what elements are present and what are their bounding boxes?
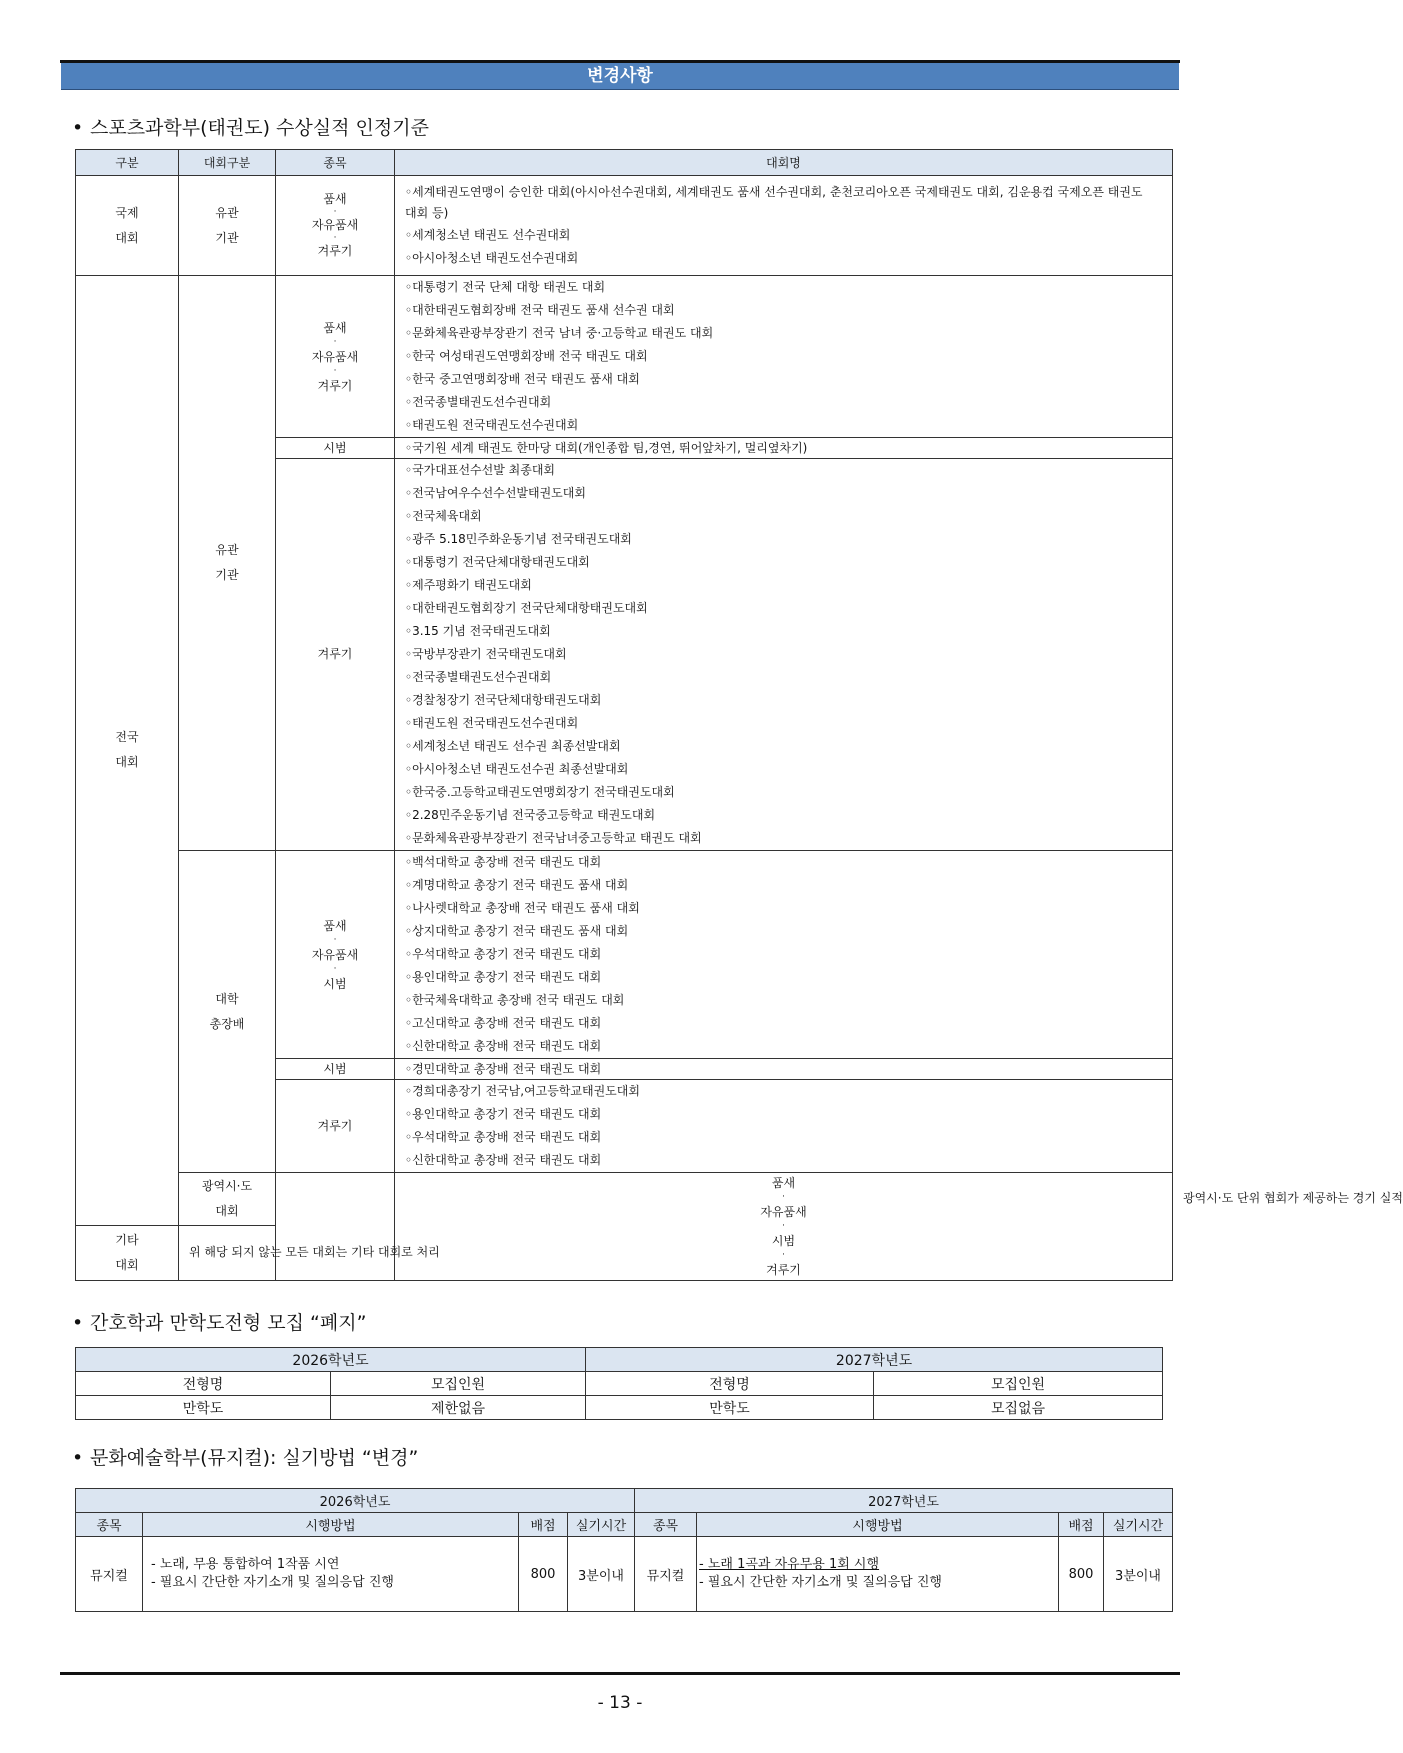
list-item: ◦전국체육대회 <box>405 509 482 523</box>
left-time: 3분이내 <box>568 1537 635 1612</box>
header-subject: 종목 <box>76 1513 143 1537</box>
univ-sparring-event: 겨루기 <box>276 1080 395 1173</box>
univ-demo-event: 시범 <box>276 1059 395 1080</box>
intl-list <box>395 176 1173 276</box>
bullet-icon: • <box>72 1447 84 1469</box>
bullet-icon: • <box>72 1312 84 1334</box>
right-score: 800 <box>1059 1537 1104 1612</box>
list-item: ◦전국종별태권도선수권대회 <box>405 395 552 409</box>
header-event: 종목 <box>276 150 395 176</box>
list-item: ◦대한태권도협회장기 전국단체대항태권도대회 <box>405 601 648 615</box>
table-row <box>76 1348 1163 1372</box>
section2-title: 간호학과 만학도전형 모집 “폐지” <box>90 1312 367 1334</box>
col-admission-name: 전형명 <box>586 1372 874 1396</box>
list-item: ◦계명대학교 총장기 전국 태권도 품새 대회 <box>405 878 629 892</box>
univ-demo-list <box>395 1059 1173 1080</box>
univ-poomsae-list <box>395 851 1173 1059</box>
list-item: ◦대통령기 전국단체대항태권도대회 <box>405 555 590 569</box>
list-item: ◦용인대학교 총장기 전국 태권도 대회 <box>405 1107 602 1121</box>
taekwondo-award-table <box>75 149 1403 1281</box>
list-item: ◦우석대학교 총장기 전국 태권도 대회 <box>405 947 602 961</box>
list-item: ◦국기원 세계 태권도 한마당 대회(개인종합 팀,경연, 뛰어앞차기, 멀리옆차기) <box>405 441 808 455</box>
left-subject: 뮤지컬 <box>76 1537 143 1612</box>
list-item: ◦고신대학교 총장배 전국 태권도 대회 <box>405 1016 602 1030</box>
national-poomsae-event: 품새 · 자유품새 · 겨루기 <box>276 276 395 438</box>
right-time: 3분이내 <box>1104 1537 1173 1612</box>
other-list <box>179 1225 440 1280</box>
header-competition-name: 대회명 <box>395 150 1173 176</box>
national-org-related: 유관 기관 <box>179 276 276 851</box>
year-2026: 2026학년도 <box>76 1348 586 1372</box>
national-sparring-list <box>395 459 1173 851</box>
list-item: ◦태권도원 전국태권도선수권대회 <box>405 716 579 730</box>
regional-category: 광역시·도 대회 <box>179 1173 276 1226</box>
list-item: ◦세계청소년 태권도 선수권대회 <box>405 227 571 242</box>
cell: 모집없음 <box>874 1396 1163 1420</box>
national-poomsae-list <box>395 276 1173 438</box>
changes-banner: 변경사항 <box>61 63 1179 90</box>
cell: 만학도 <box>76 1396 331 1420</box>
list-item: ◦대한태권도협회장배 전국 태권도 품새 선수권 대회 <box>405 303 675 317</box>
right-method: - 노래 1곡과 자유무용 1회 시행 - 필요시 간단한 자기소개 및 질의응답 진행 <box>697 1537 1059 1612</box>
national-sparring-event: 겨루기 <box>276 459 395 851</box>
list-item: ◦경희대총장기 전국남,여고등학교태권도대회 <box>405 1084 640 1098</box>
bottom-event: 품새 · 자유품새 · 시범 · 겨루기 <box>395 1173 1173 1281</box>
national-org-university: 대학 총장배 <box>179 851 276 1173</box>
header-score: 배점 <box>1059 1513 1104 1537</box>
year-2026: 2026학년도 <box>76 1489 635 1513</box>
musical-exam-table <box>75 1488 1173 1612</box>
cell: 제한없음 <box>331 1396 586 1420</box>
list-item: ◦세계태권도연맹이 승인한 대회(아시아선수권대회, 세계태권도 품새 선수권대회, 춘천코리아오픈 국제태권도 대회, 김운용컵 국제오픈 태권도대회 등) <box>405 184 1143 220</box>
table-row <box>76 1396 1163 1420</box>
list-item: ◦신한대학교 총장배 전국 태권도 대회 <box>405 1039 602 1053</box>
left-method: - 노래, 무용 통합하여 1작품 시연 - 필요시 간단한 자기소개 및 질의응답 진행 <box>143 1537 519 1612</box>
table-header-row <box>76 150 1173 176</box>
left-score: 800 <box>519 1537 568 1612</box>
list-item: ◦신한대학교 총장배 전국 태권도 대회 <box>405 1153 602 1167</box>
table-row <box>76 851 1173 1059</box>
list-item: ◦한국 여성태권도연맹회장배 전국 태권도 대회 <box>405 349 648 363</box>
national-demo-event: 시범 <box>276 438 395 459</box>
col-recruit-count: 모집인원 <box>331 1372 586 1396</box>
bullet-icon: • <box>72 117 84 139</box>
table-row <box>76 1489 1173 1513</box>
list-item: ◦전국종별태권도선수권대회 <box>405 670 552 684</box>
list-item: ◦대통령기 전국 단체 대항 태권도 대회 <box>405 280 606 294</box>
list-item: ◦3.15 기념 전국태권도대회 <box>405 624 551 638</box>
intl-event: 품새 · 자유품새 · 겨루기 <box>276 176 395 276</box>
list-item: ◦한국중.고등학교태권도연맹회장기 전국태권도대회 <box>405 785 675 799</box>
list-item: ◦우석대학교 총장배 전국 태권도 대회 <box>405 1130 602 1144</box>
list-item: ◦2.28민주운동기념 전국중고등학교 태권도대회 <box>405 808 656 822</box>
list-item: ◦아시아청소년 태권도선수권 최종선발대회 <box>405 762 629 776</box>
list-item: ◦문화체육관광부장관기 전국 남녀 중·고등학교 태권도 대회 <box>405 326 714 340</box>
col-admission-name: 전형명 <box>76 1372 331 1396</box>
list-item: ◦한국 중고연맹회장배 전국 태권도 품새 대회 <box>405 372 640 386</box>
national-demo-list <box>395 438 1173 459</box>
table-row: 광역시·도 대회 품새 · 자유품새 · 시범 · 겨루기 광역시·도 단위 협회가 제공하는 경기 실적 <box>76 1173 1173 1226</box>
table-row <box>76 1513 1173 1537</box>
header-subject: 종목 <box>635 1513 697 1537</box>
table-row <box>76 1372 1163 1396</box>
section1-title: 스포츠과학부(태권도) 수상실적 인정기준 <box>90 117 429 139</box>
year-2027: 2027학년도 <box>635 1489 1173 1513</box>
col-recruit-count: 모집인원 <box>874 1372 1163 1396</box>
table-row <box>76 1537 1173 1612</box>
regional-org-empty <box>276 1173 395 1281</box>
list-item: ◦제주평화기 태권도대회 <box>405 578 532 592</box>
list-item: ◦경민대학교 총장배 전국 태권도 대회 <box>405 1062 602 1076</box>
header-score: 배점 <box>519 1513 568 1537</box>
table-row <box>76 276 1173 438</box>
page-number: - 13 - <box>597 1693 643 1713</box>
cell: 만학도 <box>586 1396 874 1420</box>
national-category: 전국 대회 <box>76 276 179 1226</box>
header-method: 시행방법 <box>697 1513 1059 1537</box>
header-method: 시행방법 <box>143 1513 519 1537</box>
header-category: 구분 <box>76 150 179 176</box>
list-item: ◦국방부장관기 전국태권도대회 <box>405 647 567 661</box>
list-item: ◦경찰청장기 전국단체대항태권도대회 <box>405 693 602 707</box>
list-item: ◦국가대표선수선발 최종대회 <box>405 463 555 477</box>
list-item: ◦나사렛대학교 총장배 전국 태권도 품새 대회 <box>405 901 640 915</box>
univ-sparring-list <box>395 1080 1173 1173</box>
other-category: 기타 대회 <box>76 1225 179 1280</box>
list-item: ◦광주 5.18민주화운동기념 전국태권도대회 <box>405 532 632 546</box>
section3-heading <box>72 1446 418 1470</box>
table-row <box>76 176 1173 276</box>
list-item: ◦세계청소년 태권도 선수권 최종선발대회 <box>405 739 621 753</box>
list-item: ◦전국남여우수선수선발태권도대회 <box>405 486 586 500</box>
univ-poomsae-event: 품새 · 자유품새 · 시범 <box>276 851 395 1059</box>
list-item: ◦문화체육관광부장관기 전국남녀중고등학교 태권도 대회 <box>405 831 702 845</box>
year-2027: 2027학년도 <box>586 1348 1163 1372</box>
list-item: 위 해당 되지 않는 모든 대회는 기타 대회로 처리 <box>189 1245 440 1260</box>
nursing-admission-table <box>75 1347 1163 1420</box>
list-item: ◦아시아청소년 태권도선수권대회 <box>405 250 579 265</box>
header-time: 실기시간 <box>568 1513 635 1537</box>
list-item: ◦한국체육대학교 총장배 전국 태권도 대회 <box>405 993 625 1007</box>
list-item: ◦백석대학교 총장배 전국 태권도 대회 <box>405 855 602 869</box>
header-competition-type: 대회구분 <box>179 150 276 176</box>
header-time: 실기시간 <box>1104 1513 1173 1537</box>
section2-heading <box>72 1311 366 1335</box>
list-item: ◦태권도원 전국태권도선수권대회 <box>405 418 579 432</box>
right-subject: 뮤지컬 <box>635 1537 697 1612</box>
list-item: ◦상지대학교 총장기 전국 태권도 품새 대회 <box>405 924 629 938</box>
bottom-rule <box>60 1672 1180 1675</box>
section1-heading <box>72 116 429 140</box>
list-item: ◦용인대학교 총장기 전국 태권도 대회 <box>405 970 602 984</box>
section3-title: 문화예술학부(뮤지컬): 실기방법 “변경” <box>90 1447 419 1469</box>
intl-category: 국제 대회 <box>76 176 179 276</box>
intl-org: 유관 기관 <box>179 176 276 276</box>
